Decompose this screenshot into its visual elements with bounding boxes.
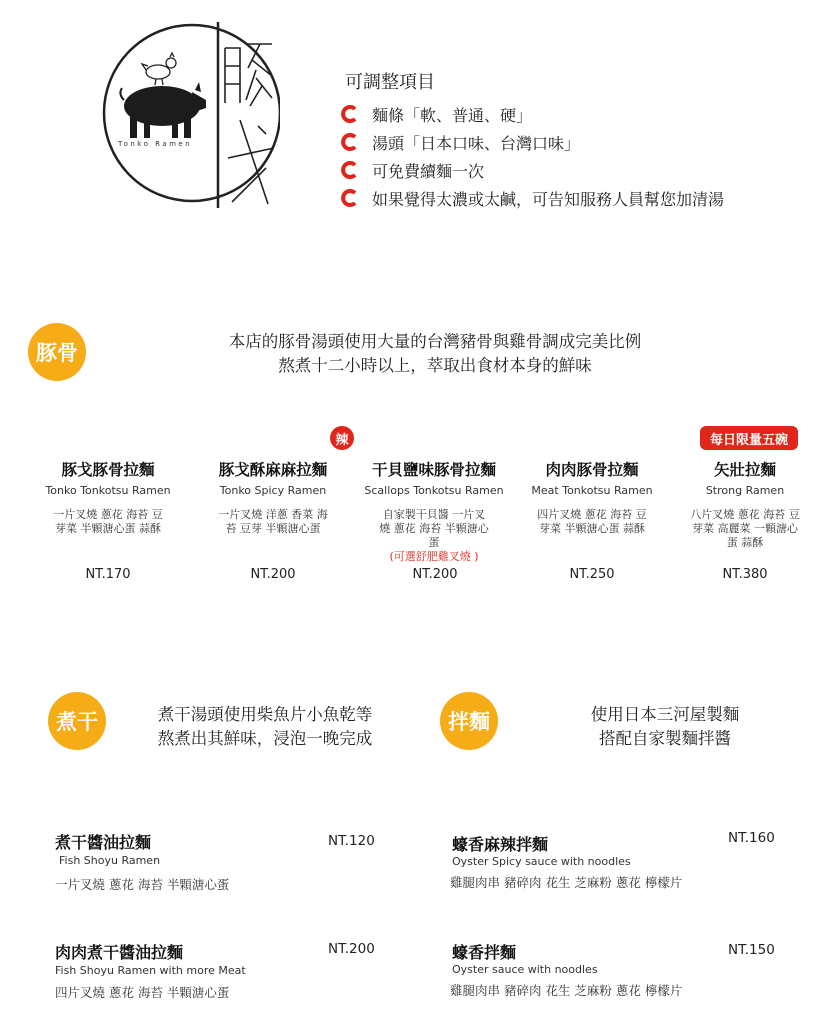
tonko-logo-graphic: [100, 8, 280, 218]
item-description: 一片叉燒 蔥花 海苔 半顆溏心蛋: [55, 877, 230, 892]
item-price: NT.120: [328, 833, 375, 849]
item-price: NT.200: [328, 941, 375, 957]
item-price: NT.170: [85, 567, 131, 582]
item-english-name: Scallops Tonkotsu Ramen: [364, 484, 504, 497]
bullet-c-icon: [340, 132, 360, 152]
item-name: 肉肉煮干醬油拉麵: [55, 943, 184, 962]
brand-logo: [100, 8, 280, 218]
intro-line: 熬煮出其鮮味，浸泡一晚完成: [157, 729, 373, 748]
item-name: 煮干醬油拉麵: [55, 833, 152, 852]
item-english-name: Strong Ramen: [705, 484, 785, 497]
menu-item: [517, 458, 667, 536]
intro-line: 煮干湯頭使用柴魚片小魚乾等: [157, 705, 373, 724]
tonkotsu-badge: 豚骨: [28, 323, 86, 381]
adjustment-item: [340, 100, 724, 128]
daily-limit-tag: 每日限量五碗: [700, 426, 798, 450]
item-description: 一片叉燒 蔥花 海苔 豆芽菜 半顆溏心蛋 蒜酥: [53, 508, 163, 535]
adjustments-title: 可調整項目: [345, 72, 435, 93]
adjustment-item: [340, 128, 724, 156]
item-description: 雞腿肉串 豬碎肉 花生 芝麻粉 蔥花 檸檬片: [450, 875, 683, 890]
intro-line: 搭配自家製麵拌醬: [599, 729, 731, 748]
item-price: NT.380: [722, 567, 768, 582]
menu-item: [670, 458, 815, 550]
mazemen-intro: [550, 703, 780, 751]
item-name: 蠔香麻辣拌麵: [452, 835, 549, 854]
bullet-c-icon: [340, 160, 360, 180]
adjustment-text: 如果覺得太濃或太鹹，可告知服務人員幫您加清湯: [372, 189, 725, 209]
item-name: 肉肉豚骨拉麵: [545, 461, 639, 479]
intro-line: 本店的豚骨湯頭使用大量的台灣豬骨與雞骨調成完美比例: [228, 332, 642, 351]
niboshi-badge: 煮干: [48, 692, 106, 750]
intro-line: 使用日本三河屋製麵: [590, 705, 740, 724]
intro-line: 熬煮十二小時以上，萃取出食材本身的鮮味: [278, 356, 592, 375]
bullet-c-icon: [340, 188, 360, 208]
niboshi-intro: [130, 703, 400, 751]
item-price: NT.150: [728, 942, 775, 958]
item-english-name: Meat Tonkotsu Ramen: [531, 484, 653, 497]
item-description: 四片叉燒 蔥花 海苔 半顆溏心蛋: [55, 985, 230, 1000]
adjustment-item: [340, 156, 724, 184]
bullet-c-icon: [340, 104, 360, 124]
adjustments-list: [340, 100, 724, 212]
adjustment-text: 麵條「軟、普通、硬」: [372, 105, 533, 125]
item-english-name: Fish Shoyu Ramen: [59, 854, 161, 867]
item-price: NT.160: [728, 830, 775, 846]
adjustment-text: 可免費續麵一次: [372, 161, 485, 181]
adjustment-item: [340, 184, 724, 212]
item-english-name: Tonko Tonkotsu Ramen: [45, 484, 171, 497]
menu-item: [359, 458, 509, 564]
item-name: 豚戈酥麻麻拉麵: [218, 461, 328, 479]
adjustment-text: 湯頭「日本口味、台灣口味」: [372, 133, 581, 153]
item-description: 雞腿肉串 豬碎肉 花生 芝麻粉 蔥花 檸檬片: [450, 983, 683, 998]
spicy-tag: 辣: [330, 426, 354, 450]
tonkotsu-intro: [150, 330, 720, 378]
brand-logo-text: Tonko Ramen: [118, 140, 193, 148]
item-name: 蠔香拌麵: [452, 943, 517, 962]
menu-item: [33, 458, 183, 536]
item-english-name: Oyster sauce with noodles: [452, 963, 598, 976]
pig-icon: [120, 82, 206, 138]
item-name: 豚戈豚骨拉麵: [61, 461, 155, 479]
item-description: 四片叉燒 蔥花 海苔 豆芽菜 半顆溏心蛋 蒜酥: [537, 508, 647, 535]
item-english-name: Oyster Spicy sauce with noodles: [452, 855, 631, 868]
item-description: 自家製干貝醬 一片叉燒 蔥花 海苔 半顆溏心蛋: [379, 508, 489, 549]
item-price: NT.200: [250, 567, 296, 582]
item-english-name: Fish Shoyu Ramen with more Meat: [55, 964, 246, 977]
item-price: NT.200: [412, 567, 458, 582]
chicken-icon: [142, 53, 176, 85]
mazemen-badge: 拌麵: [440, 692, 498, 750]
item-name: 矢壯拉麵: [713, 461, 776, 479]
item-note: (可選舒肥雞叉燒 ): [389, 550, 479, 563]
item-description: 八片叉燒 蔥花 海苔 豆芽菜 高麗菜 一顆溏心蛋 蒜酥: [690, 508, 800, 549]
item-price: NT.250: [569, 567, 615, 582]
item-english-name: Tonko Spicy Ramen: [219, 484, 327, 497]
item-name: 干貝鹽味豚骨拉麵: [371, 461, 496, 479]
item-description: 一片叉燒 洋蔥 香菜 海苔 豆芽 半顆溏心蛋: [218, 508, 328, 535]
menu-item: [198, 458, 348, 536]
